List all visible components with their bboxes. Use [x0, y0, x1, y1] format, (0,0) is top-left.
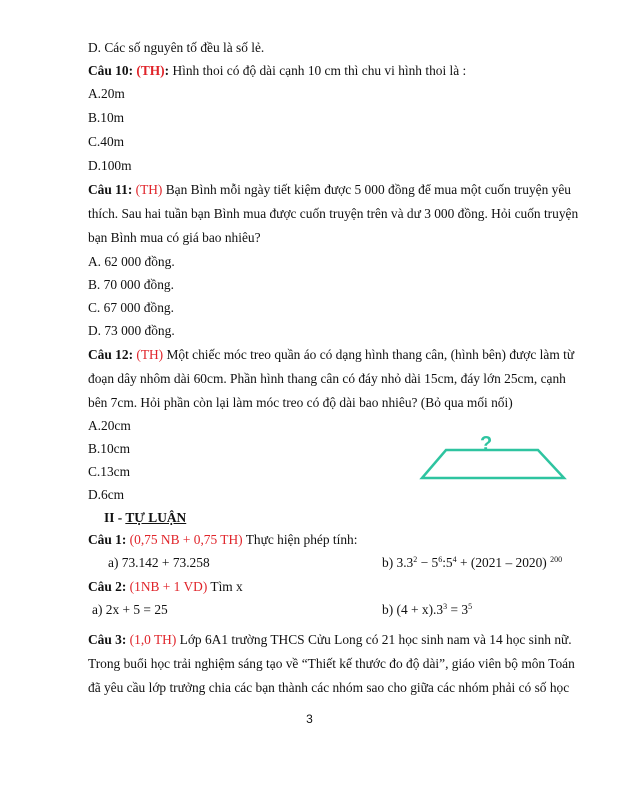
- hanger-trapezoid: [422, 450, 564, 478]
- cau1-label: Câu 1: [88, 532, 122, 547]
- q12-option-c: C.13cm: [88, 464, 131, 479]
- q10-option-d: D.100m: [88, 158, 132, 173]
- cau2-part-a: a) 2x + 5 = 25: [92, 602, 168, 617]
- q10-label: Câu 10: [88, 63, 129, 78]
- cau1-part-a: a) 73.142 + 73.258: [108, 555, 210, 570]
- cau2-part-b: b) $(4 + x).3^3 = 3^5$: [382, 602, 473, 617]
- section-2-title: TỰ LUẬN: [125, 510, 187, 525]
- q11-option-d: D. 73 000 đồng.: [88, 323, 175, 338]
- page-number: 3: [306, 712, 313, 726]
- section-2-heading: [104, 510, 186, 526]
- cau3-text-3: đã yêu cầu lớp trưởng chia các bạn thành các nhóm sao cho giữa các nhóm phải có số học: [88, 680, 570, 695]
- q11-stem: Câu 11: (TH) Bạn Bình mỗi ngày tiết kiệm được 5 000 đồng để mua một cuốn truyện yêu: [88, 182, 571, 197]
- q12-option-b: B.10cm: [88, 441, 131, 456]
- q10-option-b: B.10m: [88, 110, 125, 125]
- q11-option-b: B. 70 000 đồng.: [88, 277, 174, 292]
- cau2-text: Tìm x: [207, 579, 243, 594]
- cau2-level: (1NB + 1 VD): [129, 579, 208, 594]
- q12-stem: Câu 12: (TH) Một chiếc móc treo quần áo có dạng hình thang cân, (hình bên) được làm từ: [88, 347, 575, 362]
- cau3-label: Câu 3: [88, 632, 122, 647]
- q11-label: Câu 11: [88, 182, 128, 197]
- cau3-text-2: Trong buổi học trải nghiệm sáng tạo về “Thiết kế thước đo độ dài”, giáo viên bộ môn Toán: [88, 656, 575, 671]
- cau3-level: (1,0 TH): [129, 632, 177, 647]
- q12-text-1: Một chiếc móc treo quần áo có dạng hình thang cân, (hình bên) được làm từ: [163, 347, 575, 362]
- q10-option-a: A.20m: [88, 86, 125, 101]
- q9-option-d: D. Các số nguyên tố đều là số lẻ.: [88, 40, 265, 55]
- q10-level: (TH): [136, 63, 165, 78]
- cau1-level: (0,75 NB + 0,75 TH): [129, 532, 243, 547]
- q12-label: Câu 12: [88, 347, 129, 362]
- section-2-prefix: II -: [104, 510, 126, 525]
- q10-stem: Câu 10: (TH): Hình thoi có độ dài cạnh 10 cm thì chu vi hình thoi là :: [88, 63, 467, 78]
- q10-option-c: C.40m: [88, 134, 125, 149]
- q11-level: (TH): [135, 182, 163, 197]
- q12-text-2: đoạn dây nhôm dài 60cm. Phần hình thang cân có đáy nhỏ dài 15cm, đáy lớn 25cm, cạnh: [88, 371, 566, 386]
- q11-option-a: A. 62 000 đồng.: [88, 254, 175, 269]
- q11-text-3: bạn Bình mua có giá bao nhiêu?: [88, 230, 261, 245]
- q12-option-a: A.20cm: [88, 418, 131, 433]
- cau2-label: Câu 2: [88, 579, 122, 594]
- q12-text-3: bên 7cm. Hỏi phần còn lại làm móc treo có độ dài bao nhiêu? (Bỏ qua mối nối): [88, 395, 513, 410]
- hanger-icon: [418, 432, 568, 484]
- q12-option-d: D.6cm: [88, 487, 125, 502]
- q12-level: (TH): [136, 347, 164, 362]
- cau1-part-b: b) $3.3^2$ − $5^6:5^4 + (2021 - 2020)$ $^{200}$: [382, 555, 563, 570]
- hanger-hook: ?: [480, 433, 493, 455]
- q11-option-c: C. 67 000 đồng.: [88, 300, 174, 315]
- cau2-stem: Câu 2: (1NB + 1 VD) Tìm x: [88, 579, 243, 594]
- cau3-stem: Câu 3: (1,0 TH) Lớp 6A1 trường THCS Cửu Long có 21 học sinh nam và 14 học sinh nữ.: [88, 632, 572, 647]
- q11-text-2: thích. Sau hai tuần bạn Bình mua được cuốn truyện trên và dư 3 000 đồng. Hỏi cuốn truyện: [88, 206, 579, 221]
- q10-text: Hình thoi có độ dài cạnh 10 cm thì chu vi hình thoi là :: [169, 63, 467, 78]
- cau3-text-1: Lớp 6A1 trường THCS Cửu Long có 21 học sinh nam và 14 học sinh nữ.: [176, 632, 572, 647]
- q11-text-1: Bạn Bình mỗi ngày tiết kiệm được 5 000 đồng để mua một cuốn truyện yêu: [162, 182, 571, 197]
- cau1-text: Thực hiện phép tính:: [242, 532, 358, 547]
- cau1-stem: Câu 1: (0,75 NB + 0,75 TH) Thực hiện phép tính:: [88, 532, 358, 547]
